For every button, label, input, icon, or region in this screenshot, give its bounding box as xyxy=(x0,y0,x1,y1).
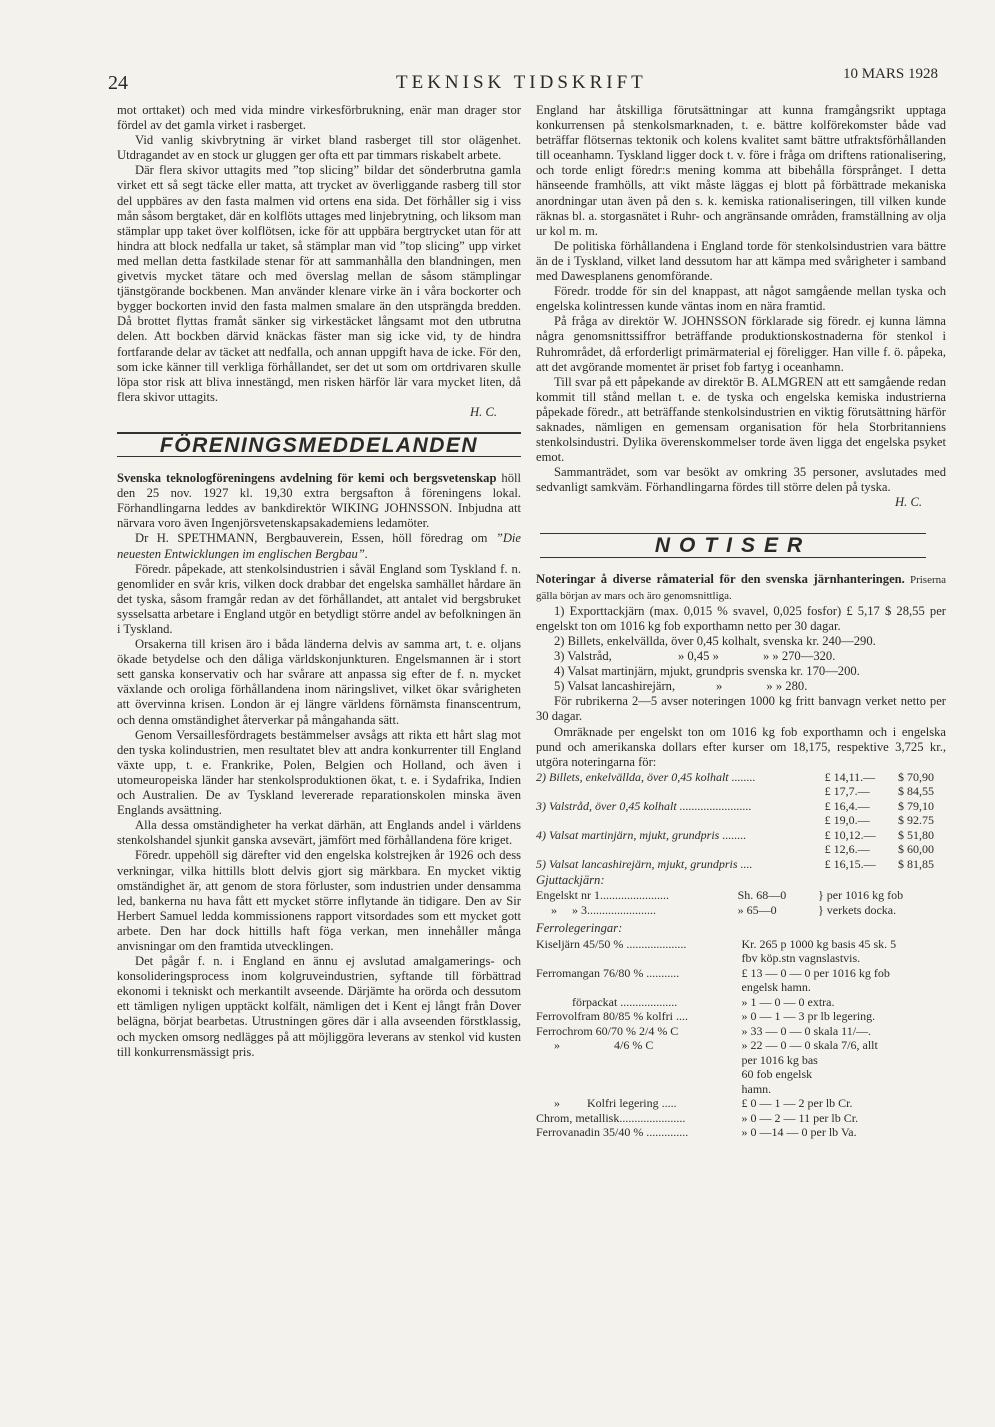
table-subheading: Gjuttackjärn: xyxy=(536,873,605,888)
paragraph xyxy=(117,471,521,531)
paragraph: mot orttaket) och med vida mindre virkesförbrukning, enär man drager stor fördel av det gamla virket i rasberget. xyxy=(117,103,521,133)
paragraph: Det pågår f. n. i England en ännu ej avslutad amalgamerings- och konsolideringsprocess inom kolgruveindustrien, syftande till förbättrad ekonomi i tekniskt och merkantilt avseende. Därjämte ha orörda och dessutom ett tämligen nyligen upptäckt kolfält, nämligen det i Kent ej långt från Dover belägna, börjat bearbetas. Utrustningen göres där i alla avseenden förstklassig, och mycken omsorg nedlägges på att möjliggöra leverans av stenkol vid kusten till konkurrensmässigt pris. xyxy=(117,954,521,1059)
pig-iron-table xyxy=(536,888,946,917)
page-header xyxy=(108,66,938,94)
table-cell-price: » 0 — 1 — 3 pr lb legering. xyxy=(741,1009,876,1024)
table-cell-gbp: £ 19,0.— xyxy=(824,813,870,828)
table-cell-price: » 22 — 0 — 0 skala 7/6, allt xyxy=(741,1038,878,1053)
table-cell-gbp: £ 10,12.— xyxy=(824,827,876,842)
table-cell-label: Chrom, metallisk...................... xyxy=(536,1110,686,1125)
table-cell-usd: $ 81,85 xyxy=(897,856,934,871)
table-cell-label xyxy=(536,784,819,799)
table-cell-label xyxy=(536,1067,736,1082)
paragraph: För rubrikerna 2—5 avser noteringen 1000 kg fritt banvagn verket netto per 30 dagar. xyxy=(536,694,946,724)
table-cell-gbp: £ 16,15.— xyxy=(824,856,876,871)
table-cell-usd: $ 84,55 xyxy=(897,784,934,799)
table-cell-label: 5) Valsat lancashirejärn, mjukt, grundpris .... xyxy=(536,856,753,871)
table-cell-gbp: £ 12,6.— xyxy=(824,842,870,857)
left-column xyxy=(117,103,521,1060)
issue-date: 10 MARS 1928 xyxy=(842,66,938,82)
table-cell-note: } per 1016 kg fob xyxy=(818,888,904,903)
table-cell-price: 60 fob engelsk xyxy=(741,1067,813,1082)
table-cell-label xyxy=(536,951,736,966)
table-row xyxy=(536,1067,946,1082)
table-cell-gbp: £ 16,4.— xyxy=(824,798,870,813)
table-cell-price: Sh. 68—0 xyxy=(737,888,787,903)
table-cell-price: » 33 — 0 — 0 skala 11/—. xyxy=(741,1023,872,1038)
journal-title: TEKNISK TIDSKRIFT xyxy=(396,72,647,93)
table-row xyxy=(536,966,946,981)
section-heading: NOTISER xyxy=(540,533,926,558)
table-cell-note: } verkets docka. xyxy=(818,902,897,917)
table-row xyxy=(536,828,946,843)
table-cell-label xyxy=(536,1082,736,1097)
section-heading: FÖRENINGSMEDDELANDEN xyxy=(117,432,521,457)
paragraph-text: Dr H. SPETHMANN, Bergbauverein, Essen, höll föredrag om xyxy=(135,531,496,546)
table-row xyxy=(536,784,946,799)
table-row xyxy=(536,995,946,1010)
table-cell-gbp: £ 17,7.— xyxy=(824,784,870,799)
paragraph: Föredr. uppehöll sig därefter vid den engelska kolstrejken år 1926 och dess verkningar, vilka hittills blott delvis gjort sig märkbara. En mycket viktig omständighet är, att genom de stora förluster, som industrien under densamma led, bankerna nu hava fått ett mycket större inflytande än tidigare. Den av Sir Herbert Samuel ledda kommissionens rapport vitsordades som ett mycket gott arbete. Den har dock hittills haft föga verkan, men innehåller många anvisningar om den framtida utvecklingen. xyxy=(117,848,521,953)
table-cell-usd: $ 51,80 xyxy=(897,827,934,842)
table-row xyxy=(536,1096,946,1111)
list-item: 4) Valsat martinjärn, mjukt, grundpris svenska kr. 170—200. xyxy=(554,664,860,679)
paragraph: Sammanträdet, som var besökt av omkring 35 personer, avslutades med sedvanligt samkväm. Förhandlingarna fördes till större delen på tyska. xyxy=(536,465,946,495)
table-cell-label: Ferrovolfram 80/85 % kolfri .... xyxy=(536,1009,688,1024)
table-cell-usd: $ 79,10 xyxy=(897,798,934,813)
table-row xyxy=(536,842,946,857)
paragraph: Där flera skivor uttagits med ”top slicing” bildar det sönderbrutna gamla virket ett så segt täcke eller matta, att trycket av överliggande rasberg till stor del uppbäres av den fasta malmen vid ortens ena sida. Det förhåller sig i viss mån såsom bergtaket, där en kolflöts uttages med linjebrytning, och liksom man stämplar upp taket över kolflötsen, icke för att uppbära bergtrycket utan för att hindra att block nedfalla ur taket, så stämplar man vid ”top slicing” upp virket med mellan detta fastkilade stenar för att sammanhålla den blandningen, men givetvis mycket tätare och med överslag mellan de såsom stämplingar tjänstgörande bockbenen. Man använder klenare virke än i våra bockorter och bygger bockorten invid den fasta malmen smalare än den utsprängda bredden. Då brottet flyttas framåt sänker sig virkestäcket långsamt mot den utbrutna delen. Att bockben därvid knäckas fäster man sig icke vid, ty de hindra fortfarande delar av täcket att nedfalla, och annan uppgift hava de icke. För den, som icke känner till verkliga förhållandet, ser det ut som om ortdrivaren skulle löpa stor risk att bliva innestängd, men risken härför lär vara mycket liten, då flera skivor uttagits. xyxy=(117,163,521,404)
table-row xyxy=(536,770,946,785)
table-cell-label xyxy=(536,1053,736,1068)
list-item: 5) Valsat lancashirejärn, » » » 280. xyxy=(554,679,808,694)
table-cell-label: » » 3....................... xyxy=(536,902,656,917)
table-cell-gbp: £ 14,11.— xyxy=(824,769,876,784)
table-row xyxy=(536,1009,946,1024)
paragraph: Föredr. påpekade, att stenkolsindustrien i såväl England som Tyskland f. n. genomlider en svår kris, vilken dock drabbar det engelska samhället hårdare än det tyska, såsom framgår redan av det förhållandet, att antalet vid bergsbruket sysselsatta arbetare i England utgör en betydligt större andel av befolkningen än i Tyskland. xyxy=(117,561,521,636)
paragraph: Vid vanlig skivbrytning är virket bland rasberget till stor olägenhet. Utdragandet av en stock ur gluggen ger ofta ett par timmars riskabelt arbete. xyxy=(117,133,521,163)
table-row xyxy=(536,980,946,995)
table-cell-label: 4) Valsat martinjärn, mjukt, grundpris ........ xyxy=(536,827,747,842)
table-cell-price: hamn. xyxy=(741,1081,772,1096)
table-cell-price: fbv köp.stn vagnslastvis. xyxy=(741,951,861,966)
table-cell-label: 3) Valstråd, över 0,45 kolhalt ........................ xyxy=(536,798,752,813)
paragraph xyxy=(117,531,521,561)
table-cell-price: engelsk hamn. xyxy=(741,980,811,995)
table-row xyxy=(536,1038,946,1053)
paragraph-text: höll den 25 nov. 1927 kl. 19,30 extra bergsafton å föreningens lokal. Förhandlingarna leddes av bankdirektör WIKING JOHNSSON. Inbjudna att närvara voro även Ingenjörsvetenskapsakademiens ledamöter. xyxy=(117,471,521,531)
table-row xyxy=(536,1111,946,1126)
ferroalloy-table xyxy=(536,937,946,1140)
table-row xyxy=(536,1125,946,1140)
table-cell-price: » 65—0 xyxy=(737,902,777,917)
table-row xyxy=(536,799,946,814)
table-subheading: Ferrolegeringar: xyxy=(536,921,623,936)
table-cell-label: Ferromangan 76/80 % ........... xyxy=(536,965,680,980)
table-cell-label xyxy=(536,980,736,995)
table-cell-label: Ferrovanadin 35/40 % .............. xyxy=(536,1125,689,1140)
paragraph-text: Priserna gälla början av mars och äro genomsnittliga. xyxy=(536,573,947,602)
table-cell-label: 2) Billets, enkelvällda, över 0,45 kolhalt ........ xyxy=(536,769,756,784)
bold-lead: Noteringar å diverse råmaterial för den svenska järnhanteringen. xyxy=(536,571,905,586)
table-cell-price: » 1 — 0 — 0 extra. xyxy=(741,994,835,1009)
paragraph: De politiska förhållandena i England torde för stenkolsindustrien vara bättre än de i Tyskland, vilket land dessutom har att kämpa med svårigheter i samband med Dawesplanens genomförande. xyxy=(536,238,946,284)
table-row xyxy=(536,1053,946,1068)
table-cell-price: per 1016 kg bas xyxy=(741,1052,818,1067)
paragraph: England har åtskilliga förutsättningar att kunna framgångsrikt upptaga konkurrensen på stenkolsmarknaden, t. e. bättre kolförekomster både vad beträffar flötsernas tektonik och kolens kvalitet samt bättre utfraktsförhållanden till oceanhamn. Tyskland ligger dock t. v. före i fråga om driftens rationalisering, och torde enligt föredr:s mening komma att bibehålla försprånget. I detta hänseende framhölls, att vikt måste läggas ej blott på förbättrade mekaniska anordningar utan även på den s. k. kemiska rationaliseringen, till vilken kunde räknas bl. a. storgasnätet i Ruhr- och angränsande områden, framställning av olja ur kol m. m. xyxy=(536,103,946,238)
bold-lead: Svenska teknologföreningens avdelning för kemi och bergsvetenskap xyxy=(117,471,497,486)
table-cell-price: £ 0 — 1 — 2 per lb Cr. xyxy=(741,1096,853,1111)
list-item: 2) Billets, enkelvällda, över 0,45 kolhalt, svenska kr. 240—290. xyxy=(554,634,876,648)
paragraph: Orsakerna till krisen äro i båda länderna delvis av samma art, t. e. oljans ökade betydelse och den dåliga världskonjunkturen. Engelsmannen är i stort sett ganska konservativ och har svårare att anpassa sig efter de f. n. mycket växlande och oroliga förhållandena inom näringslivet, vilket ökar svårigheten att övervinna krisen. London är ej längre världens förnämsta finanscentrum, och denna omständighet återverkar på mångahanda sätt. xyxy=(117,637,521,727)
table-cell-label xyxy=(536,813,819,828)
table-row xyxy=(536,951,946,966)
table-cell-price: » 0 — 2 — 11 per lb Cr. xyxy=(741,1110,859,1125)
table-cell-price: » 0 —14 — 0 per lb Va. xyxy=(741,1125,857,1140)
table-row xyxy=(536,937,946,952)
table-cell-label: » 4/6 % C xyxy=(536,1038,654,1053)
table-row xyxy=(536,857,946,872)
list-item: 3) Valstråd, » 0,45 » » » 270—320. xyxy=(554,649,836,664)
author-signature: H. C. xyxy=(895,495,922,510)
right-column xyxy=(536,103,946,1140)
table-cell-label: förpackat ................... xyxy=(536,994,678,1009)
paragraph: Till svar på ett påpekande av direktör B. ALMGREN att ett samgående redan kommit till stånd mellan t. e. de tyska och engelska kemiska industrierna påpekade föredr., att beträffande stenkolsindustrien en viktig förutsättning härför saknades, nämligen en gemensam organisation för hela Storbritanniens stenkolsindustri. Dylika överenskommelser torde även ligga det engelska psyket emot. xyxy=(536,374,946,465)
paragraph: Alla dessa omständigheter ha verkat därhän, att Englands andel i världens stenkolshandel sjunkit ganska avsevärt, jämfört med förhållandena före kriget. xyxy=(117,818,521,848)
table-cell-price: Kr. 265 p 1000 kg basis 45 sk. 5 xyxy=(741,936,897,951)
table-cell-price: £ 13 — 0 — 0 per 1016 kg fob xyxy=(741,965,890,980)
table-cell-label: » Kolfri legering ..... xyxy=(536,1096,677,1111)
table-cell-label: Ferrochrom 60/70 % 2/4 % C xyxy=(536,1023,679,1038)
table-row xyxy=(536,1082,946,1097)
price-table xyxy=(536,770,946,872)
table-row xyxy=(536,903,946,918)
table-cell-usd: $ 60,00 xyxy=(897,842,934,857)
paragraph: Genom Versaillesfördragets bestämmelser avsågs att rikta ett hårt slag mot den tyska kolindustrien, men resultatet blev att andra konkurrenter till England växte upp, t. e. Frankrike, Polen, Belgien och Holland, och även i utomeuropeiska länder har stenkolsproduktionen ökat, t. e. i Sydafrika, Indien och Australien. De av Tyskland levererade reparationskolen minska även Englands avsättning. xyxy=(117,727,521,818)
lecture-title: ”Die neuesten Entwicklungen im englischen Bergbau”. xyxy=(117,531,521,561)
table-cell-usd: $ 70,90 xyxy=(897,769,934,784)
table-cell-label: Kiseljärn 45/50 % .................... xyxy=(536,936,687,951)
paragraph xyxy=(536,572,946,604)
table-cell-label xyxy=(536,842,819,857)
list-item: 1) Exporttackjärn (max. 0,015 % svavel, 0,025 fosfor) £ 5,17 $ 28,55 per engelskt ton om 1016 kg fob exporthamn netto per 30 dagar. xyxy=(536,603,946,633)
paragraph: Föredr. trodde för sin del knappast, att något samgående mellan tyska och engelska kolintressen kunde väntas inom en nära framtid. xyxy=(536,284,946,314)
table-row xyxy=(536,1024,946,1039)
table-cell-usd: $ 92.75 xyxy=(897,813,934,828)
author-signature: H. C. xyxy=(470,404,497,419)
paragraph: På fråga av direktör W. JOHNSSON förklarade sig föredr. ej kunna lämna några genomsnittssiffror beträffande produktionskostnaderna för stenkol i Ruhrområdet, då erforderligt primärmaterial ej föreligger. Han ville f. ö. påpeka, att det avgörande momentet är priset fob fartyg i oceanhamn. xyxy=(536,314,946,374)
page-number: 24 xyxy=(108,72,128,94)
table-row xyxy=(536,813,946,828)
paragraph: Omräknade per engelskt ton om 1016 kg fob exporthamn och i engelska pund och amerikanska dollars efter kurser om 18,175, respektive 3,725 kr., utgöra noteringarna för: xyxy=(536,724,946,769)
table-row xyxy=(536,888,946,903)
table-cell-label: Engelskt nr 1....................... xyxy=(536,888,669,903)
